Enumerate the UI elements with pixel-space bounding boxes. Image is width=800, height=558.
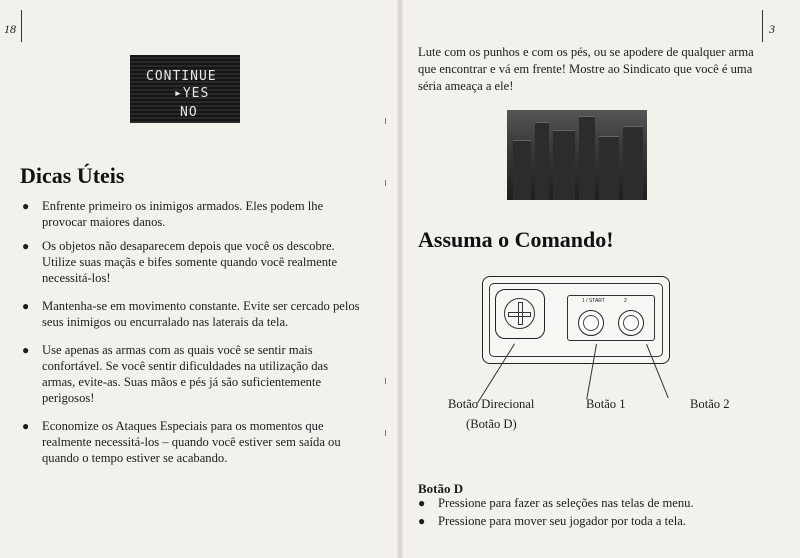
building-shape xyxy=(599,136,619,200)
button-panel xyxy=(567,295,655,341)
button2-icon xyxy=(618,310,644,336)
botao-d-list xyxy=(414,495,774,529)
tip-item: ● Mantenha-se em movimento constante. Evite ser cercado pelos seus inimigos ou encurralado nas laterais da tela. xyxy=(22,299,360,329)
button2-tag: 2 xyxy=(624,298,627,304)
continue-screenshot xyxy=(130,55,240,123)
building-shape xyxy=(535,122,549,200)
bullet-icon: ● xyxy=(22,199,30,213)
page-number-right: 3 xyxy=(769,22,775,36)
bullet-icon: ● xyxy=(418,514,426,528)
selection-arrow-icon: ▸ xyxy=(174,86,183,101)
button1-icon xyxy=(578,310,604,336)
section-title-comando: Assuma o Comando! xyxy=(418,227,614,252)
dpad-frame xyxy=(495,289,545,339)
label-botao-1: Botão 1 xyxy=(586,397,626,411)
crop-mark xyxy=(21,10,22,42)
botao-d-item: ● Pressione para fazer as seleções nas telas de menu. xyxy=(418,496,694,510)
page-edge-mark xyxy=(385,118,391,124)
city-screenshot xyxy=(507,110,647,200)
botao-d-heading: Botão D xyxy=(418,481,464,496)
bullet-icon: ● xyxy=(418,496,426,510)
building-shape xyxy=(513,140,531,200)
tip-item: ● Economize os Ataques Especiais para os momentos que realmente necessitá-los – quando você estiver sem saída ou quando o tempo estiver se acabando. xyxy=(22,419,341,465)
tips-list xyxy=(18,198,363,466)
page-edge-mark xyxy=(385,430,391,436)
page-number-left: 18 xyxy=(4,22,16,36)
label-botao-2: Botão 2 xyxy=(690,397,730,411)
continue-title: CONTINUE xyxy=(146,69,217,84)
tip-item: ● Enfrente primeiro os inimigos armados. Eles podem lhe provocar maiores danos. xyxy=(22,199,324,229)
bullet-icon: ● xyxy=(22,419,30,433)
bullet-icon: ● xyxy=(22,299,30,313)
bullet-icon: ● xyxy=(22,239,30,253)
label-botao-direcional: Botão Direcional xyxy=(448,397,535,411)
page-edge-mark xyxy=(385,180,391,186)
intro-paragraph: Lute com os punhos e com os pés, ou se apodere de qualquer arma que encontrar e vá em frente! Mostre ao Sindicato que você é uma séria ameaça a ele! xyxy=(418,45,754,93)
button1-tag: 1 / START xyxy=(582,298,605,304)
tip-item: ● Use apenas as armas com as quais você se sentir mais confortável. Se você sentir dificuldades na utilização das armas, evite-as. Suas mãos e pés já são suficientemente perigosos! xyxy=(22,343,329,405)
right-page xyxy=(400,0,800,558)
crop-mark xyxy=(762,10,763,42)
building-shape xyxy=(579,116,595,200)
tip-item: ● Os objetos não desaparecem depois que você os descobre. Utilize suas maçãs e bifes somente quando você realmente necessitá-los! xyxy=(22,239,338,285)
building-shape xyxy=(623,126,643,200)
section-title-dicas: Dicas Úteis xyxy=(20,163,125,188)
continue-yes: ▸YES xyxy=(174,86,210,101)
dpad-icon xyxy=(504,298,535,329)
bullet-icon: ● xyxy=(22,343,30,357)
continue-no: NO xyxy=(180,105,198,120)
botao-d-item: ● Pressione para mover seu jogador por toda a tela. xyxy=(418,514,686,528)
label-botao-d: (Botão D) xyxy=(466,417,517,431)
building-shape xyxy=(553,130,575,200)
page-edge-mark xyxy=(385,378,391,384)
